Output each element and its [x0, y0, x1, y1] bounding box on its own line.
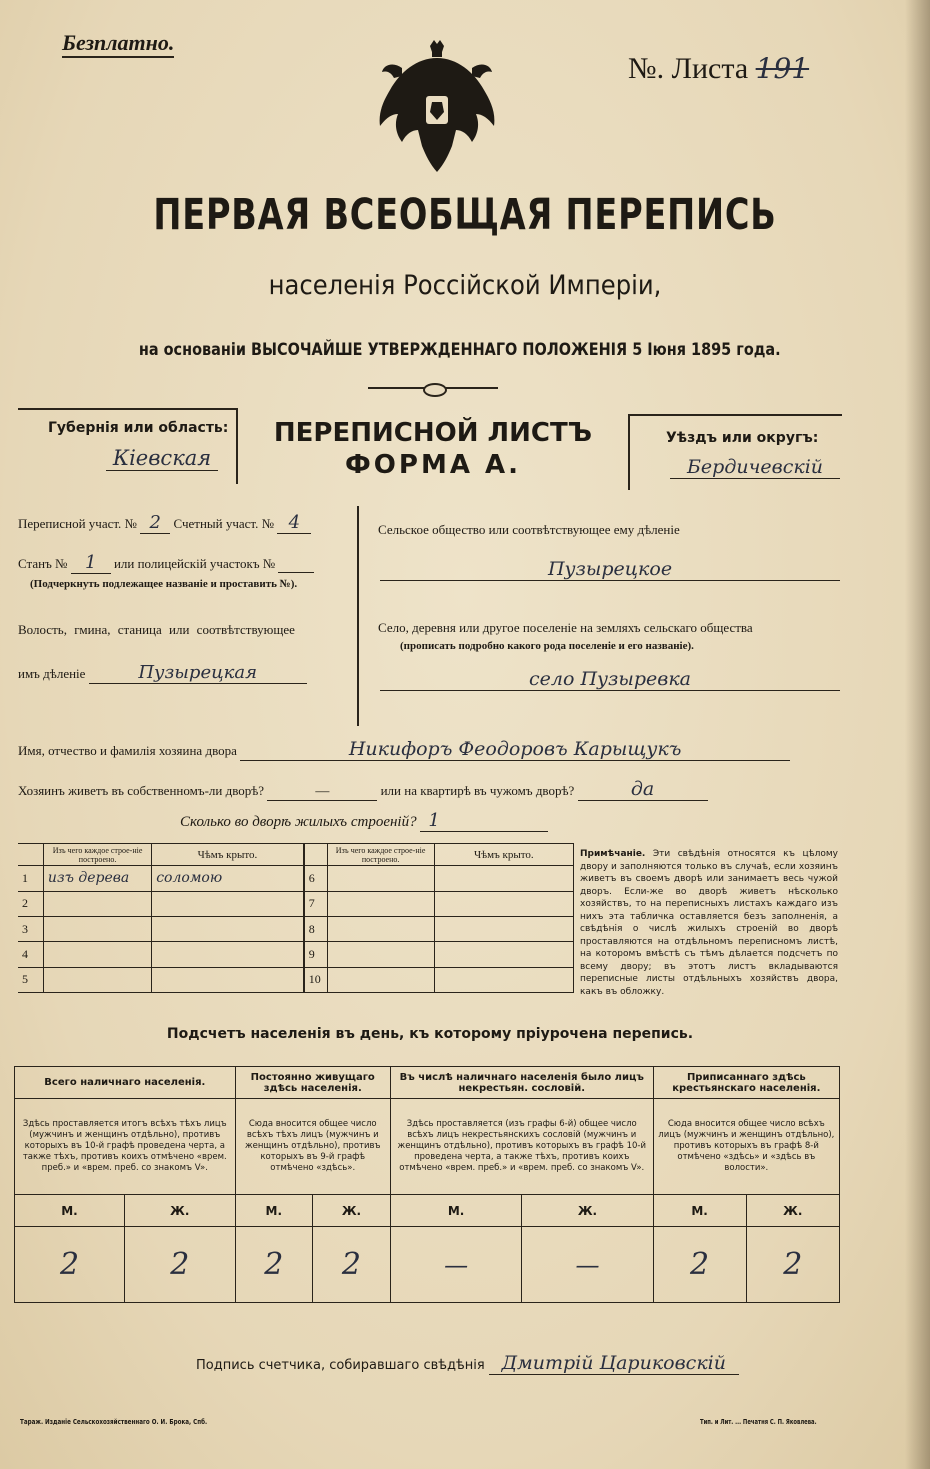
buildings-label: Сколько во дворѣ жилыхъ строеній? — [180, 814, 417, 830]
row-no: 6 — [304, 866, 327, 891]
count-col-title: Приписаннаго здѣсь крестьянскаго населенія. — [653, 1067, 839, 1099]
built-cell — [327, 942, 434, 967]
roof-cell — [434, 891, 573, 916]
document-subtitle: населенія Россійской Имперіи, — [268, 270, 662, 301]
female-count: 2 — [124, 1227, 235, 1303]
roof-cell — [434, 942, 573, 967]
col-roof-header-2: Чѣмъ крыто. — [434, 844, 573, 866]
police-label: или полицейскій участокъ № — [113, 556, 276, 571]
signature-label: Подпись счетчика, собиравшаго свѣдѣнія — [196, 1358, 485, 1373]
stan-label: Станъ № — [18, 556, 68, 571]
society-label: Сельское общество или соотвѣтствующее ему дѣленіе — [378, 522, 680, 537]
built-cell — [43, 942, 151, 967]
province-box — [18, 408, 238, 484]
counting-section-label: Счетный участ. № — [173, 516, 275, 531]
buildings-note — [580, 848, 838, 998]
district-label: Уѣздъ или округъ: — [666, 430, 819, 446]
counting-section-value: 4 — [277, 512, 311, 534]
count-col-desc: Сюда вносится общее число всѣхъ тѣхъ лицъ (мужчинъ и женщинъ отдѣльно), противъ которыхъ въ 9-й графѣ отмѣчено «здѣсь». — [235, 1099, 390, 1195]
district-box — [628, 414, 842, 490]
sheet-number-label: №. Листа — [628, 52, 749, 85]
owner-yard-row — [18, 778, 708, 801]
owner-name-row — [18, 738, 790, 761]
owner-name-label: Имя, отчество и фамилія хозяина двора — [18, 743, 237, 758]
count-col-title: Всего наличнаго населенія. — [15, 1067, 236, 1099]
police-value — [278, 556, 314, 573]
col-built-header: Изъ чего каждое строе-ніе построено. — [43, 844, 151, 866]
society-value: Пузырецкое — [380, 558, 840, 581]
buildings-table — [18, 843, 574, 993]
ornament-divider — [368, 385, 498, 391]
count-col-desc: Сюда вносится общее число всѣхъ лицъ (мужчинъ и женщинъ отдѣльно), противъ которыхъ въ графѣ 8-й отмѣчено «здѣсь» и «здѣсь въ волости». — [653, 1099, 839, 1195]
form-label: ФОРМА А. — [345, 450, 521, 480]
division-row — [18, 662, 307, 684]
buildings-row — [180, 810, 548, 832]
roof-cell — [434, 967, 573, 992]
rented-label: или на квартирѣ въ чужомъ дворѣ? — [380, 783, 575, 798]
underline-note: (Подчеркнуть подлежащее названіе и проставить №). — [30, 578, 298, 590]
census-section-row — [18, 512, 311, 534]
paper-edge — [905, 0, 930, 1469]
census-section-label: Переписной участ. № — [18, 516, 137, 531]
female-count: 2 — [313, 1227, 391, 1303]
female-count: 2 — [746, 1227, 839, 1303]
district-value: Бердичевскій — [670, 456, 840, 479]
province-label: Губернія или область: — [48, 420, 229, 436]
stan-row — [18, 552, 314, 574]
own-yard-label: Хозяинъ живетъ въ собственномъ-ли дворѣ? — [18, 783, 265, 798]
row-no: 3 — [18, 916, 43, 941]
signature-value: Дмитрій Цариковскій — [489, 1352, 739, 1375]
sheet-title: ПЕРЕПИСНОЙ ЛИСТЪ — [273, 418, 593, 448]
own-yard-value: — — [267, 784, 377, 801]
female-header: Ж. — [522, 1195, 653, 1227]
row-no: 10 — [304, 967, 327, 992]
note-head: Примѣчаніе. — [580, 849, 646, 859]
built-cell — [327, 967, 434, 992]
row-no: 5 — [18, 967, 43, 992]
row-no: 4 — [18, 942, 43, 967]
population-count-table — [14, 1066, 840, 1303]
footer-left: Тараж. Изданіе Сельскохозяйственнаго О. И. Брока, Спб. — [20, 1418, 208, 1426]
village-value: село Пузыревка — [380, 668, 840, 691]
stan-value: 1 — [71, 552, 111, 574]
female-header: Ж. — [746, 1195, 839, 1227]
male-count: 2 — [653, 1227, 746, 1303]
male-count: — — [390, 1227, 521, 1303]
legal-basis: на основаніи ВЫСОЧАЙШЕ УТВЕРЖДЕННАГО ПОЛОЖЕНІЯ 5 Іюня 1895 года. — [138, 340, 781, 360]
roof-cell — [434, 866, 573, 891]
roof-cell — [152, 891, 304, 916]
built-cell — [327, 891, 434, 916]
row-no: 9 — [304, 942, 327, 967]
male-header: М. — [653, 1195, 746, 1227]
division-value: Пузырецкая — [89, 662, 307, 684]
footer-right: Тип. и Лит. ... Печатня С. П. Яковлева. — [700, 1418, 817, 1426]
male-header: М. — [235, 1195, 312, 1227]
owner-name-value: Никифоръ Феодоровъ Карыщукъ — [240, 738, 790, 761]
row-no: 8 — [304, 916, 327, 941]
rented-value: да — [578, 778, 708, 801]
male-header: М. — [390, 1195, 521, 1227]
male-count: 2 — [15, 1227, 125, 1303]
row-no: 1 — [18, 866, 43, 891]
count-col-title: Постоянно живущаго здѣсь населенія. — [235, 1067, 390, 1099]
count-col-title: Въ числѣ наличнаго населенія было лицъ некрестьян. сословій. — [390, 1067, 653, 1099]
row-no: 7 — [304, 891, 327, 916]
roof-cell — [434, 916, 573, 941]
volost-label: Волость, гмина, станица или соотвѣтствующее — [18, 622, 295, 637]
coat-of-arms-emblem — [372, 38, 502, 180]
village-note: (прописать подробно какого рода поселеніе и его названіе). — [400, 640, 694, 652]
roof-cell — [152, 916, 304, 941]
col-built-header-2: Изъ чего каждое строе-ніе построено. — [327, 844, 434, 866]
built-cell — [327, 866, 434, 891]
col-roof-header: Чѣмъ крыто. — [152, 844, 304, 866]
male-header: М. — [15, 1195, 125, 1227]
buildings-value: 1 — [420, 810, 548, 832]
female-header: Ж. — [313, 1195, 391, 1227]
sheet-number-value: 191 — [755, 52, 810, 85]
female-header: Ж. — [124, 1195, 235, 1227]
document-title: ПЕРВАЯ ВСЕОБЩАЯ ПЕРЕПИСЬ — [153, 190, 777, 240]
built-cell — [43, 891, 151, 916]
female-count: — — [522, 1227, 653, 1303]
roof-cell — [152, 942, 304, 967]
built-cell — [327, 916, 434, 941]
built-cell — [43, 916, 151, 941]
built-cell — [43, 967, 151, 992]
male-count: 2 — [235, 1227, 312, 1303]
free-label: Безплатно. — [62, 30, 174, 58]
signature-row — [196, 1352, 739, 1375]
note-text: Эти свѣдѣнія относятся къ цѣлому двору и заполняются только въ случаѣ, если хозяинъ живетъ въ своемъ дворѣ или занимаетъ весь чужой дворъ. Если-же во дворѣ живетъ нѣсколько хозяйствъ, то на переписныхъ листахъ каждаго изъ нихъ эта табличка оставляется безъ заполненія, а свѣдѣнія о числѣ жилыхъ строеній во дворѣ проставляются на отдѣльномъ переписномъ листѣ, на которомъ вмѣстѣ съ тѣмъ дѣлается подсчетъ по всему двору; въ этотъ листъ вкладываются переписные листы отдѣльныхъ хозяйствъ двора, какъ въ обложку. — [580, 849, 838, 997]
built-cell: изъ дерева — [43, 866, 151, 891]
count-col-desc: Здѣсь проставляется (изъ графы 6-й) общее число всѣхъ лицъ некрестьянскихъ сословій (мужчинъ и женщинъ отдѣльно), противъ которыхъ въ графѣ 10-й проведена черта, а также тѣхъ, противъ коихъ отмѣчено «врем. преб.» и «врем. преб. со знакомъ V». — [390, 1099, 653, 1195]
province-value: Кіевская — [106, 446, 218, 471]
census-section-value: 2 — [140, 512, 170, 534]
roof-cell — [152, 967, 304, 992]
division-label: имъ дѣленіе — [18, 666, 86, 681]
roof-cell: соломою — [152, 866, 304, 891]
sheet-number — [628, 52, 809, 86]
count-heading: Подсчетъ населенія въ день, къ которому пріурочена перепись. — [166, 1026, 694, 1042]
row-no: 2 — [18, 891, 43, 916]
field-divider — [357, 506, 359, 726]
count-col-desc: Здѣсь проставляется итогъ всѣхъ тѣхъ лицъ (мужчинъ и женщинъ отдѣльно), противъ которыхъ въ 10-й графѣ проведена черта, а также тѣхъ, противъ коихъ отмѣчено «врем. преб.» и «врем. преб. со знакомъ V». — [15, 1099, 236, 1195]
village-label: Село, деревня или другое поселеніе на земляхъ сельскаго общества — [378, 620, 753, 635]
